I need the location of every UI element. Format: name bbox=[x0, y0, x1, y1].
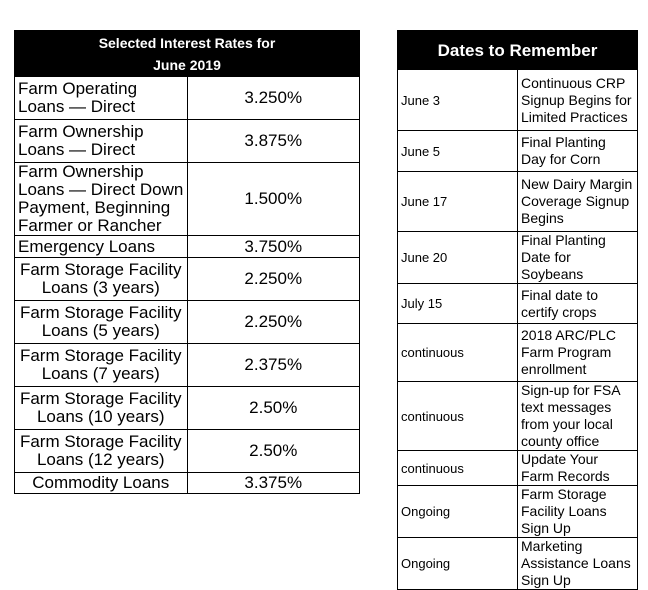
event: Sign-up for FSA text messages from your local county office bbox=[518, 382, 638, 451]
rate-row bbox=[15, 163, 360, 236]
loan-rate: 2.50% bbox=[187, 430, 360, 473]
loan-type: Farm Storage Facility Loans (7 years) bbox=[15, 344, 188, 387]
loan-type: Farm Ownership Loans — Direct Down Payment, Beginning Farmer or Rancher bbox=[15, 163, 188, 236]
date-row bbox=[398, 486, 638, 538]
loan-type: Farm Ownership Loans — Direct bbox=[15, 120, 188, 163]
loan-type: Commodity Loans bbox=[15, 473, 188, 494]
rate-row bbox=[15, 387, 360, 430]
loan-rate: 2.250% bbox=[187, 258, 360, 301]
date: continuous bbox=[398, 324, 518, 382]
rate-row bbox=[15, 344, 360, 387]
date: July 15 bbox=[398, 284, 518, 324]
rate-row bbox=[15, 473, 360, 494]
dates-table-title: Dates to Remember bbox=[398, 31, 638, 70]
loan-type: Emergency Loans bbox=[15, 236, 188, 258]
loan-type: Farm Storage Facility Loans (12 years) bbox=[15, 430, 188, 473]
date-row bbox=[398, 382, 638, 451]
loan-rate: 2.50% bbox=[187, 387, 360, 430]
loan-rate: 3.750% bbox=[187, 236, 360, 258]
rate-row bbox=[15, 77, 360, 120]
date: continuous bbox=[398, 451, 518, 486]
rate-row bbox=[15, 236, 360, 258]
rate-row bbox=[15, 258, 360, 301]
loan-type: Farm Operating Loans — Direct bbox=[15, 77, 188, 120]
date-row bbox=[398, 172, 638, 232]
title-line-1: Selected Interest Rates for bbox=[98, 34, 276, 51]
loan-rate: 3.875% bbox=[187, 120, 360, 163]
date-row bbox=[398, 538, 638, 590]
event: Update Your Farm Records bbox=[518, 451, 638, 486]
event: New Dairy Margin Coverage Signup Begins bbox=[518, 172, 638, 232]
loan-rate: 3.250% bbox=[187, 77, 360, 120]
loan-rate: 2.250% bbox=[187, 301, 360, 344]
date: June 5 bbox=[398, 131, 518, 172]
loan-rate: 2.375% bbox=[187, 344, 360, 387]
event: Final date to certify crops bbox=[518, 284, 638, 324]
loan-type: Farm Storage Facility Loans (3 years) bbox=[15, 258, 188, 301]
date: continuous bbox=[398, 382, 518, 451]
rate-row bbox=[15, 301, 360, 344]
loan-rate: 1.500% bbox=[187, 163, 360, 236]
date-row bbox=[398, 451, 638, 486]
loan-type: Farm Storage Facility Loans (5 years) bbox=[15, 301, 188, 344]
event: Final Planting Date for Soybeans bbox=[518, 232, 638, 284]
date-row bbox=[398, 131, 638, 172]
date-row bbox=[398, 284, 638, 324]
loan-type: Farm Storage Facility Loans (10 years) bbox=[15, 387, 188, 430]
date: Ongoing bbox=[398, 538, 518, 590]
date: June 20 bbox=[398, 232, 518, 284]
event: Final Planting Day for Corn bbox=[518, 131, 638, 172]
event: Marketing Assistance Loans Sign Up bbox=[518, 538, 638, 590]
date: Ongoing bbox=[398, 486, 518, 538]
loan-rate: 3.375% bbox=[187, 473, 360, 494]
date-row bbox=[398, 324, 638, 382]
event: Continuous CRP Signup Begins for Limited Practices bbox=[518, 70, 638, 131]
rate-row bbox=[15, 120, 360, 163]
event: Farm Storage Facility Loans Sign Up bbox=[518, 486, 638, 538]
interest-rates-table bbox=[14, 30, 360, 494]
title-line-2: June 2019 bbox=[153, 56, 221, 73]
event: 2018 ARC/PLC Farm Program enrollment bbox=[518, 324, 638, 382]
date: June 3 bbox=[398, 70, 518, 131]
date-row bbox=[398, 232, 638, 284]
date-row bbox=[398, 70, 638, 131]
rates-table-title bbox=[15, 31, 360, 77]
dates-to-remember-table bbox=[397, 30, 638, 590]
rate-row bbox=[15, 430, 360, 473]
date: June 17 bbox=[398, 172, 518, 232]
